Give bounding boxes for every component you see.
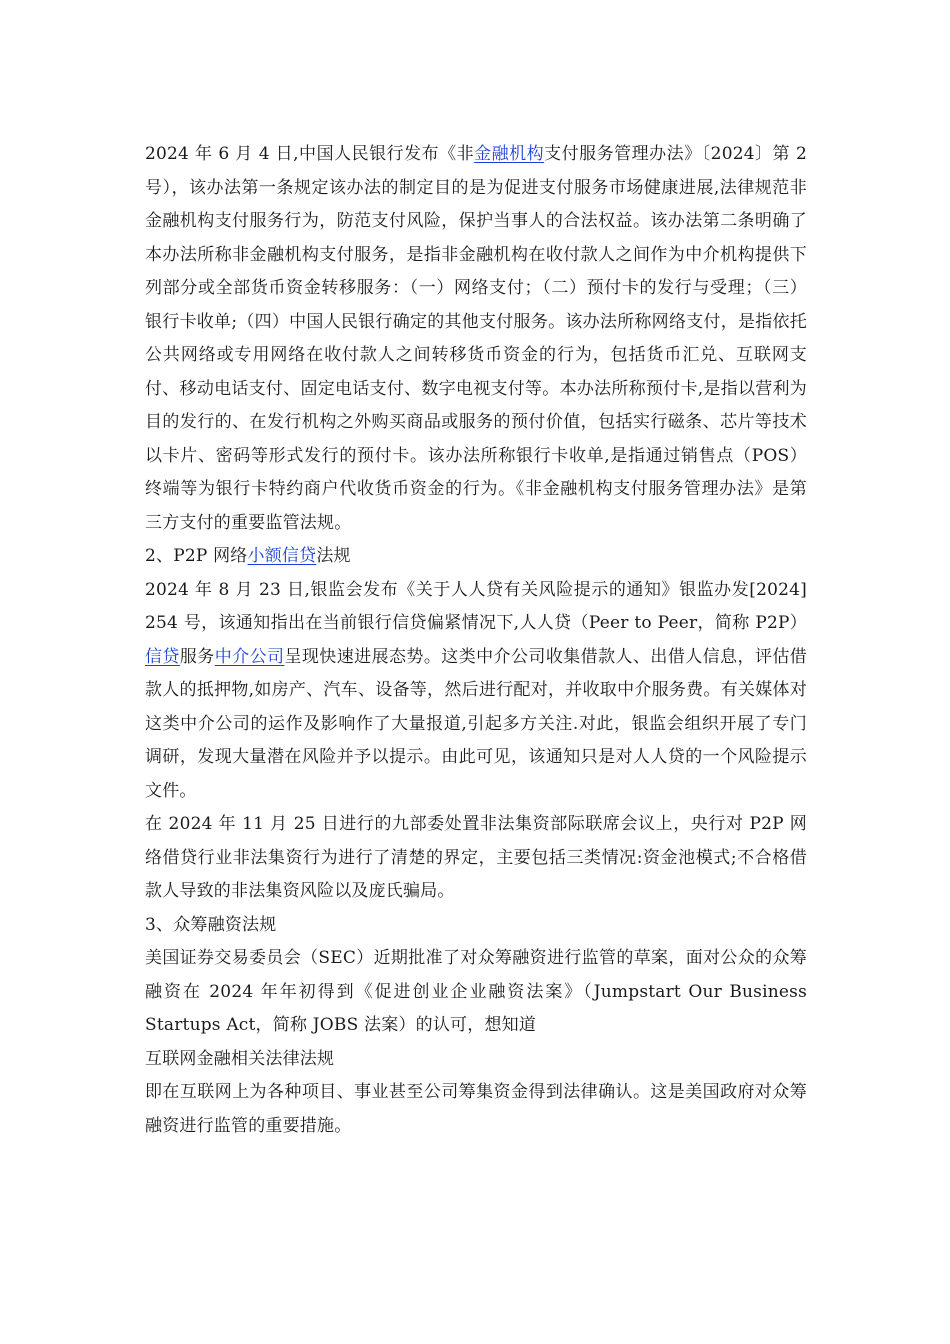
- document-body: [145, 138, 807, 1143]
- paragraph-illegal-fundraising: 在 2024 年 11 月 25 日进行的九部委处置非法集资部际联席会议上，央行对 P2P 网络借贷行业非法集资行为进行了清楚的界定，主要包括三类情况:资金池模式;不合格借款人导致的非法集资风险以及庞氏骗局。: [145, 814, 807, 901]
- link-credit[interactable]: 信贷: [145, 646, 180, 667]
- text-segment: 呈现快速进展态势。这类中介公司收集借款人、出借人信息，评估借款人的抵押物,如房产、汽车、设备等，然后进行配对，并收取中介服务费。有关媒体对这类中介公司的运作及影响作了大量报道,引起多方关注.对此，银监会组织开展了专门调研，发现大量潜在风险并予以提示。由此可见，该通知只是对人人贷的一个风险提示文件。: [145, 646, 808, 801]
- heading-crowdfunding-regulation: 3、众筹融资法规: [145, 914, 277, 935]
- paragraph-sec-crowdfunding: 美国证券交易委员会（SEC）近期批准了对众筹融资进行监管的草案，面对公众的众筹融资在 2024 年年初得到《促进创业企业融资法案》（Jumpstart Our Business Startups Act，简称 JOBS 法案）的认可，想知道: [145, 948, 807, 1035]
- link-intermediary-company[interactable]: 中介公司: [214, 646, 285, 667]
- heading-internet-finance-laws: 互联网金融相关法律法规: [145, 1048, 335, 1069]
- heading-text: 法规: [316, 546, 351, 566]
- link-microcredit[interactable]: 小额信贷: [247, 546, 317, 566]
- text-segment: 支付服务管理办法》〔2024〕第 2 号），该办法第一条规定该办法的制定目的是为促进支付服务市场健康进展,法律规范非金融机构支付服务行为，防范支付风险，保护当事人的合法权益。该办法第二条明确了本办法所称非金融机构支付服务，是指非金融机构在收付款人之间作为中介机构提供下列部分或全部货币资金转移服务：（一）网络支付；（二）预付卡的发行与受理；（三）银行卡收单;（四）中国人民银行确定的其他支付服务。该办法所称网络支付，是指依托公共网络或专用网络在收付款人之间转移货币资金的行为，包括货币汇兑、互联网支付、移动电话支付、固定电话支付、数字电视支付等。本办法所称预付卡,是指以营利为目的发行的、在发行机构之外购买商品或服务的预付价值，包括实行磁条、芯片等技术以卡片、密码等形式发行的预付卡。该办法所称银行卡收单,是指通过销售点（POS）终端等为银行卡特约商户代收货币资金的行为。《非金融机构支付服务管理办法》是第三方支付的重要监管法规。: [145, 144, 807, 533]
- heading-p2p-regulation: [145, 540, 807, 574]
- paragraph-p2p-notice: [145, 574, 807, 809]
- text-segment: 2024 年 6 月 4 日,中国人民银行发布《非: [145, 144, 475, 164]
- text-segment: 2024 年 8 月 23 日,银监会发布《关于人人贷有关风险提示的通知》银监办发[2024] 254 号，该通知指出在当前银行信贷偏紧情况下,人人贷（Peer to Peer，简称 P2P）: [145, 579, 807, 633]
- heading-text: 2、P2P 网络: [145, 546, 248, 566]
- paragraph-legal-confirmation: 即在互联网上为各种项目、事业甚至公司筹集资金得到法律确认。这是美国政府对众筹融资进行监管的重要措施。: [145, 1082, 807, 1136]
- link-financial-institution[interactable]: 金融机构: [474, 144, 545, 164]
- text-segment: 服务: [179, 646, 215, 667]
- paragraph-payment-regulation: [145, 138, 807, 540]
